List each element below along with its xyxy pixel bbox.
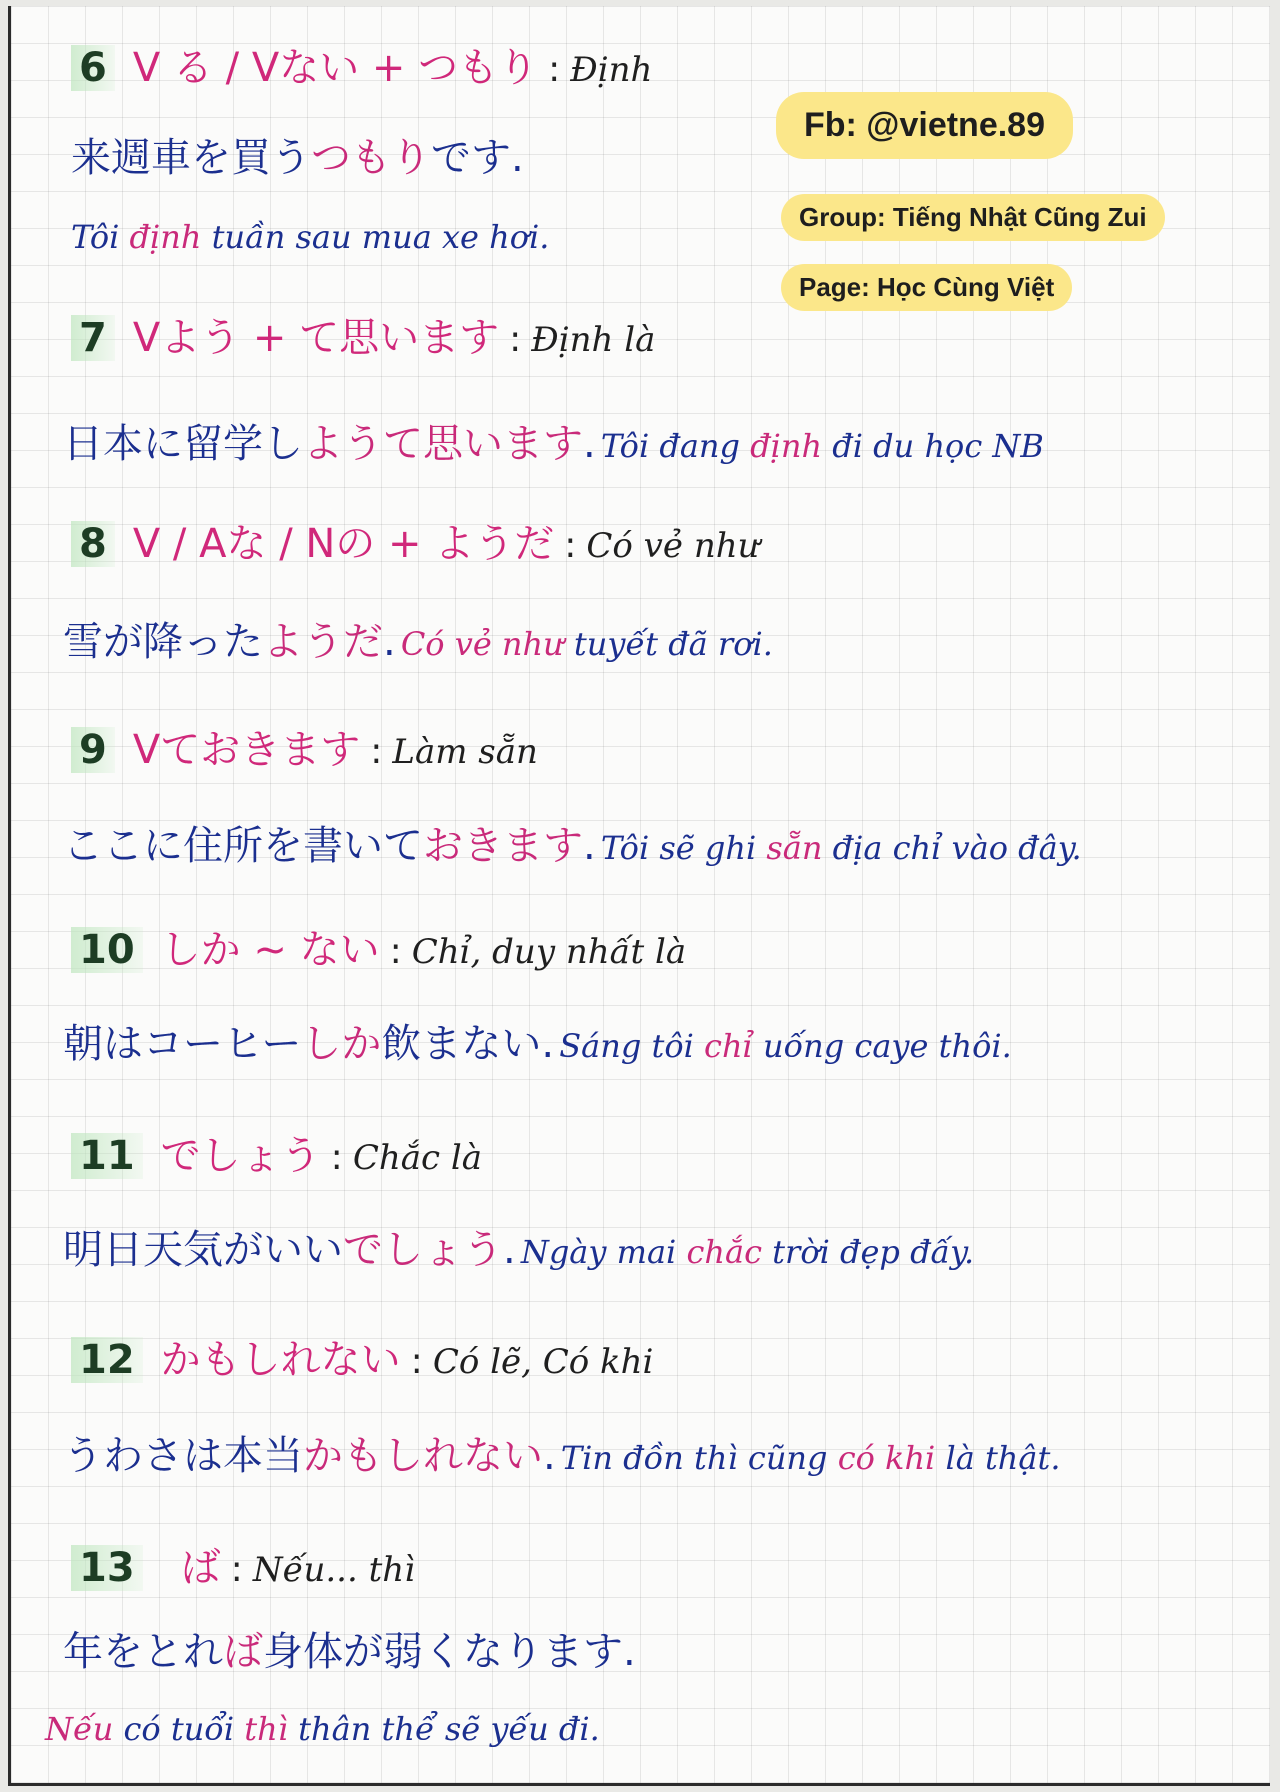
grammar-heading: 12 かもしれない : Có lẽ, Có khi [71,1328,653,1385]
grammar-heading: 11 でしょう : Chắc là [71,1124,482,1181]
example-vietnamese: Tôi định tuần sau mua xe hơi. [71,218,550,256]
grammar-pattern: かもしれない [160,1337,401,1383]
item-number: 6 [71,45,115,91]
grammar-pattern: V / Aな / Nの + ようだ [132,521,555,567]
example-line: 雪が降ったようだ. Có vẻ như tuyết đã rơi. [63,619,773,665]
grammar-pattern: Vておきます [132,727,361,773]
grammar-pattern: Vよう + て思います [132,315,500,361]
grammar-heading: 9 Vておきます : Làm sẵn [71,718,538,775]
grammar-meaning: Nếu... thì [252,1550,416,1590]
item-number: 9 [71,727,115,773]
grammar-meaning: Chắc là [352,1138,482,1178]
item-number: 10 [71,927,143,973]
grammar-pattern: V る / Vない + つもり [132,45,539,91]
example-japanese: 年をとれば身体が弱くなります. [63,1629,636,1675]
page-badge: Page: Học Cùng Việt [781,264,1072,311]
grammar-meaning: Định là [531,320,656,360]
notebook-page [8,6,1270,1786]
example-vietnamese: Nếu có tuổi thì thân thể sẽ yếu đi. [45,1710,600,1748]
grammar-meaning: Chỉ, duy nhất là [411,932,687,972]
example-line: 日本に留学しようて思います. Tôi đang định đi du học NB [63,421,1044,467]
grammar-heading: 13 ば : Nếu... thì [71,1536,415,1593]
grammar-meaning: Làm sẵn [392,732,538,772]
example-line: ここに住所を書いておきます. Tôi sẽ ghi sẵn địa chỉ vào đây. [63,823,1082,869]
item-number: 12 [71,1337,143,1383]
example-japanese: 来週車を買うつもりです. [71,135,524,181]
grammar-heading: 7 Vよう + て思います : Định là [71,306,655,363]
example-line: 朝はコーヒーしか飲まない. Sáng tôi chỉ uống caye thôi. [63,1021,1012,1067]
item-number: 7 [71,315,115,361]
grammar-heading: 10 しか ~ ない : Chỉ, duy nhất là [71,918,686,975]
grammar-pattern: ば [180,1545,221,1591]
grammar-pattern: でしょう [160,1133,321,1179]
item-number: 11 [71,1133,143,1179]
grammar-meaning: Có lẽ, Có khi [432,1342,654,1382]
item-number: 13 [71,1545,143,1591]
group-badge: Group: Tiếng Nhật Cũng Zui [781,194,1165,241]
item-number: 8 [71,521,115,567]
grammar-heading: 6 V る / Vない + つもり : Định [71,36,652,93]
grammar-meaning: Có vẻ như [586,526,760,566]
grammar-meaning: Định [570,50,653,90]
grammar-heading: 8 V / Aな / Nの + ようだ : Có vẻ như [71,512,760,569]
example-line: うわさは本当かもしれない. Tin đồn thì cũng có khi là thật. [63,1433,1061,1479]
grammar-pattern: しか ~ ない [160,927,380,973]
facebook-badge: Fb: @vietne.89 [776,92,1073,159]
example-line: 明日天気がいいでしょう. Ngày mai chắc trời đẹp đấy. [63,1227,975,1273]
